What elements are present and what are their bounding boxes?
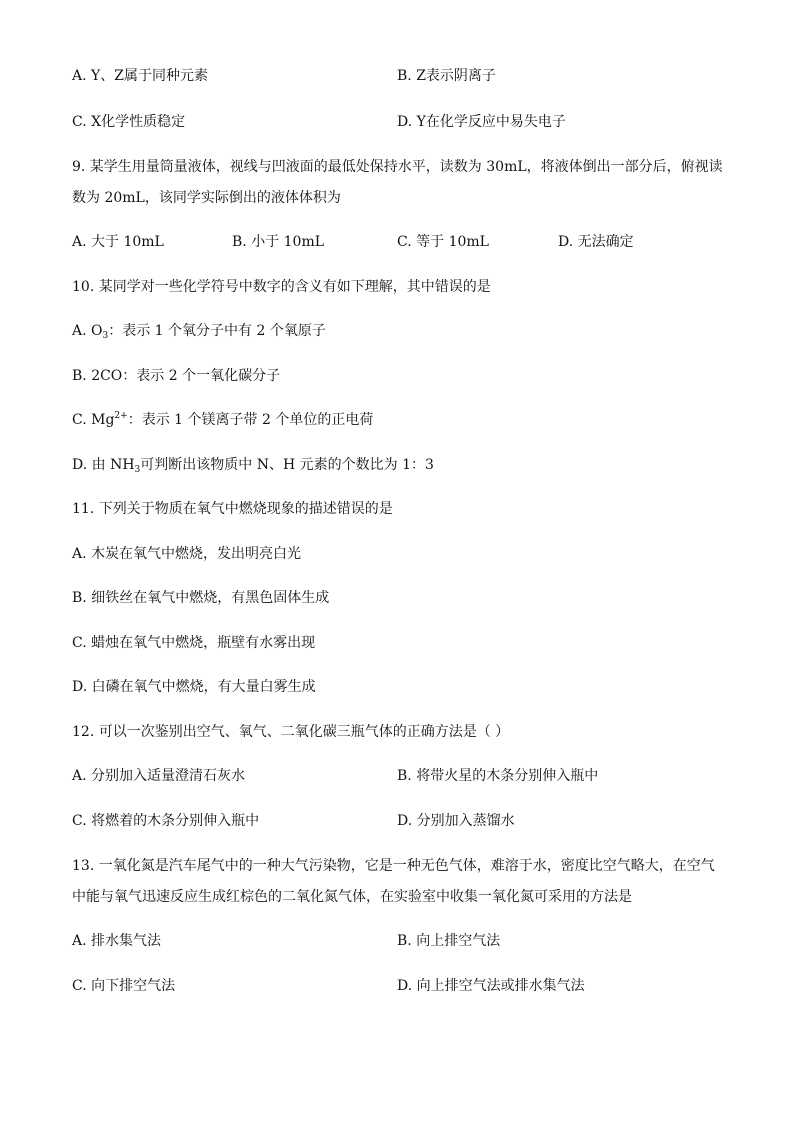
q10-option-a-subscript: 3 xyxy=(102,331,109,341)
q10-option-c xyxy=(72,410,373,430)
q11-option-c: C. 蜡烛在氧气中燃烧，瓶壁有水雾出现 xyxy=(72,635,316,651)
q8-option-b: B. Z表示阴离子 xyxy=(397,68,496,84)
q12-stem: 12. 可以一次鉴别出空气、氧气、二氧化碳三瓶气体的正确方法是（ ） xyxy=(72,724,510,740)
q12-option-c: C. 将燃着的木条分别伸入瓶中 xyxy=(72,813,260,829)
q12-option-b: B. 将带火星的木条分别伸入瓶中 xyxy=(397,768,599,784)
q13-option-b: B. 向上排空气法 xyxy=(397,933,501,949)
q10-option-c-superscript: 2+ xyxy=(114,411,128,421)
q10-option-c-prefix: C. Mg xyxy=(72,412,115,428)
q12-option-d: D. 分别加入蒸馏水 xyxy=(397,813,515,829)
q10-option-b: B. 2CO：表示 2 个一氧化碳分子 xyxy=(72,368,281,384)
q9-option-a: A. 大于 10mL xyxy=(72,234,164,250)
q10-option-a-prefix: A. O xyxy=(72,323,103,339)
q13-option-a: A. 排水集气法 xyxy=(72,933,162,949)
q10-option-d xyxy=(72,455,434,475)
q13-option-c: C. 向下排空气法 xyxy=(72,978,176,994)
q10-option-d-prefix: D. 由 NH xyxy=(72,457,135,473)
q12-option-a: A. 分别加入适量澄清石灰水 xyxy=(72,768,246,784)
q10-option-a xyxy=(72,321,326,341)
q11-option-d: D. 白磷在氧气中燃烧，有大量白雾生成 xyxy=(72,679,316,695)
q11-stem: 11. 下列关于物质在氧气中燃烧现象的描述错误的是 xyxy=(72,501,393,517)
q8-option-d: D. Y在化学反应中易失电子 xyxy=(397,114,566,130)
q9-stem-line-2: 数为 20mL，该同学实际倒出的液体体积为 xyxy=(72,190,341,206)
q9-stem-line-1: 9. 某学生用量筒量液体，视线与凹液面的最低处保持水平，读数为 30mL，将液体倒出一部分后，俯视读 xyxy=(72,159,723,175)
q9-option-c: C. 等于 10mL xyxy=(397,234,489,250)
q9-option-b: B. 小于 10mL xyxy=(232,234,325,250)
q11-option-b: B. 细铁丝在氧气中燃烧，有黑色固体生成 xyxy=(72,590,330,606)
q10-option-c-text: ：表示 1 个镁离子带 2 个单位的正电荷 xyxy=(127,412,374,428)
q10-option-d-subscript: 3 xyxy=(134,465,141,475)
q8-option-c: C. X化学性质稳定 xyxy=(72,114,186,130)
q8-option-a: A. Y、Z属于同种元素 xyxy=(72,68,208,84)
q11-option-a: A. 木炭在氧气中燃烧，发出明亮白光 xyxy=(72,546,302,562)
q10-stem: 10. 某同学对一些化学符号中数字的含义有如下理解，其中错误的是 xyxy=(72,279,491,295)
q10-option-a-text: ：表示 1 个氧分子中有 2 个氧原子 xyxy=(108,323,326,339)
q9-option-d: D. 无法确定 xyxy=(558,234,634,250)
q10-option-d-text: 可判断出该物质中 N、H 元素的个数比为 1：3 xyxy=(140,457,434,473)
q13-option-d: D. 向上排空气法或排水集气法 xyxy=(397,978,585,994)
q13-stem-line-2: 中能与氧气迅速反应生成红棕色的二氧化氮气体，在实验室中收集一氧化氮可采用的方法是 xyxy=(72,889,632,905)
q13-stem-line-1: 13. 一氧化氮是汽车尾气中的一种大气污染物，它是一种无色气体，难溶于水，密度比空气略大，在空气 xyxy=(72,858,715,874)
